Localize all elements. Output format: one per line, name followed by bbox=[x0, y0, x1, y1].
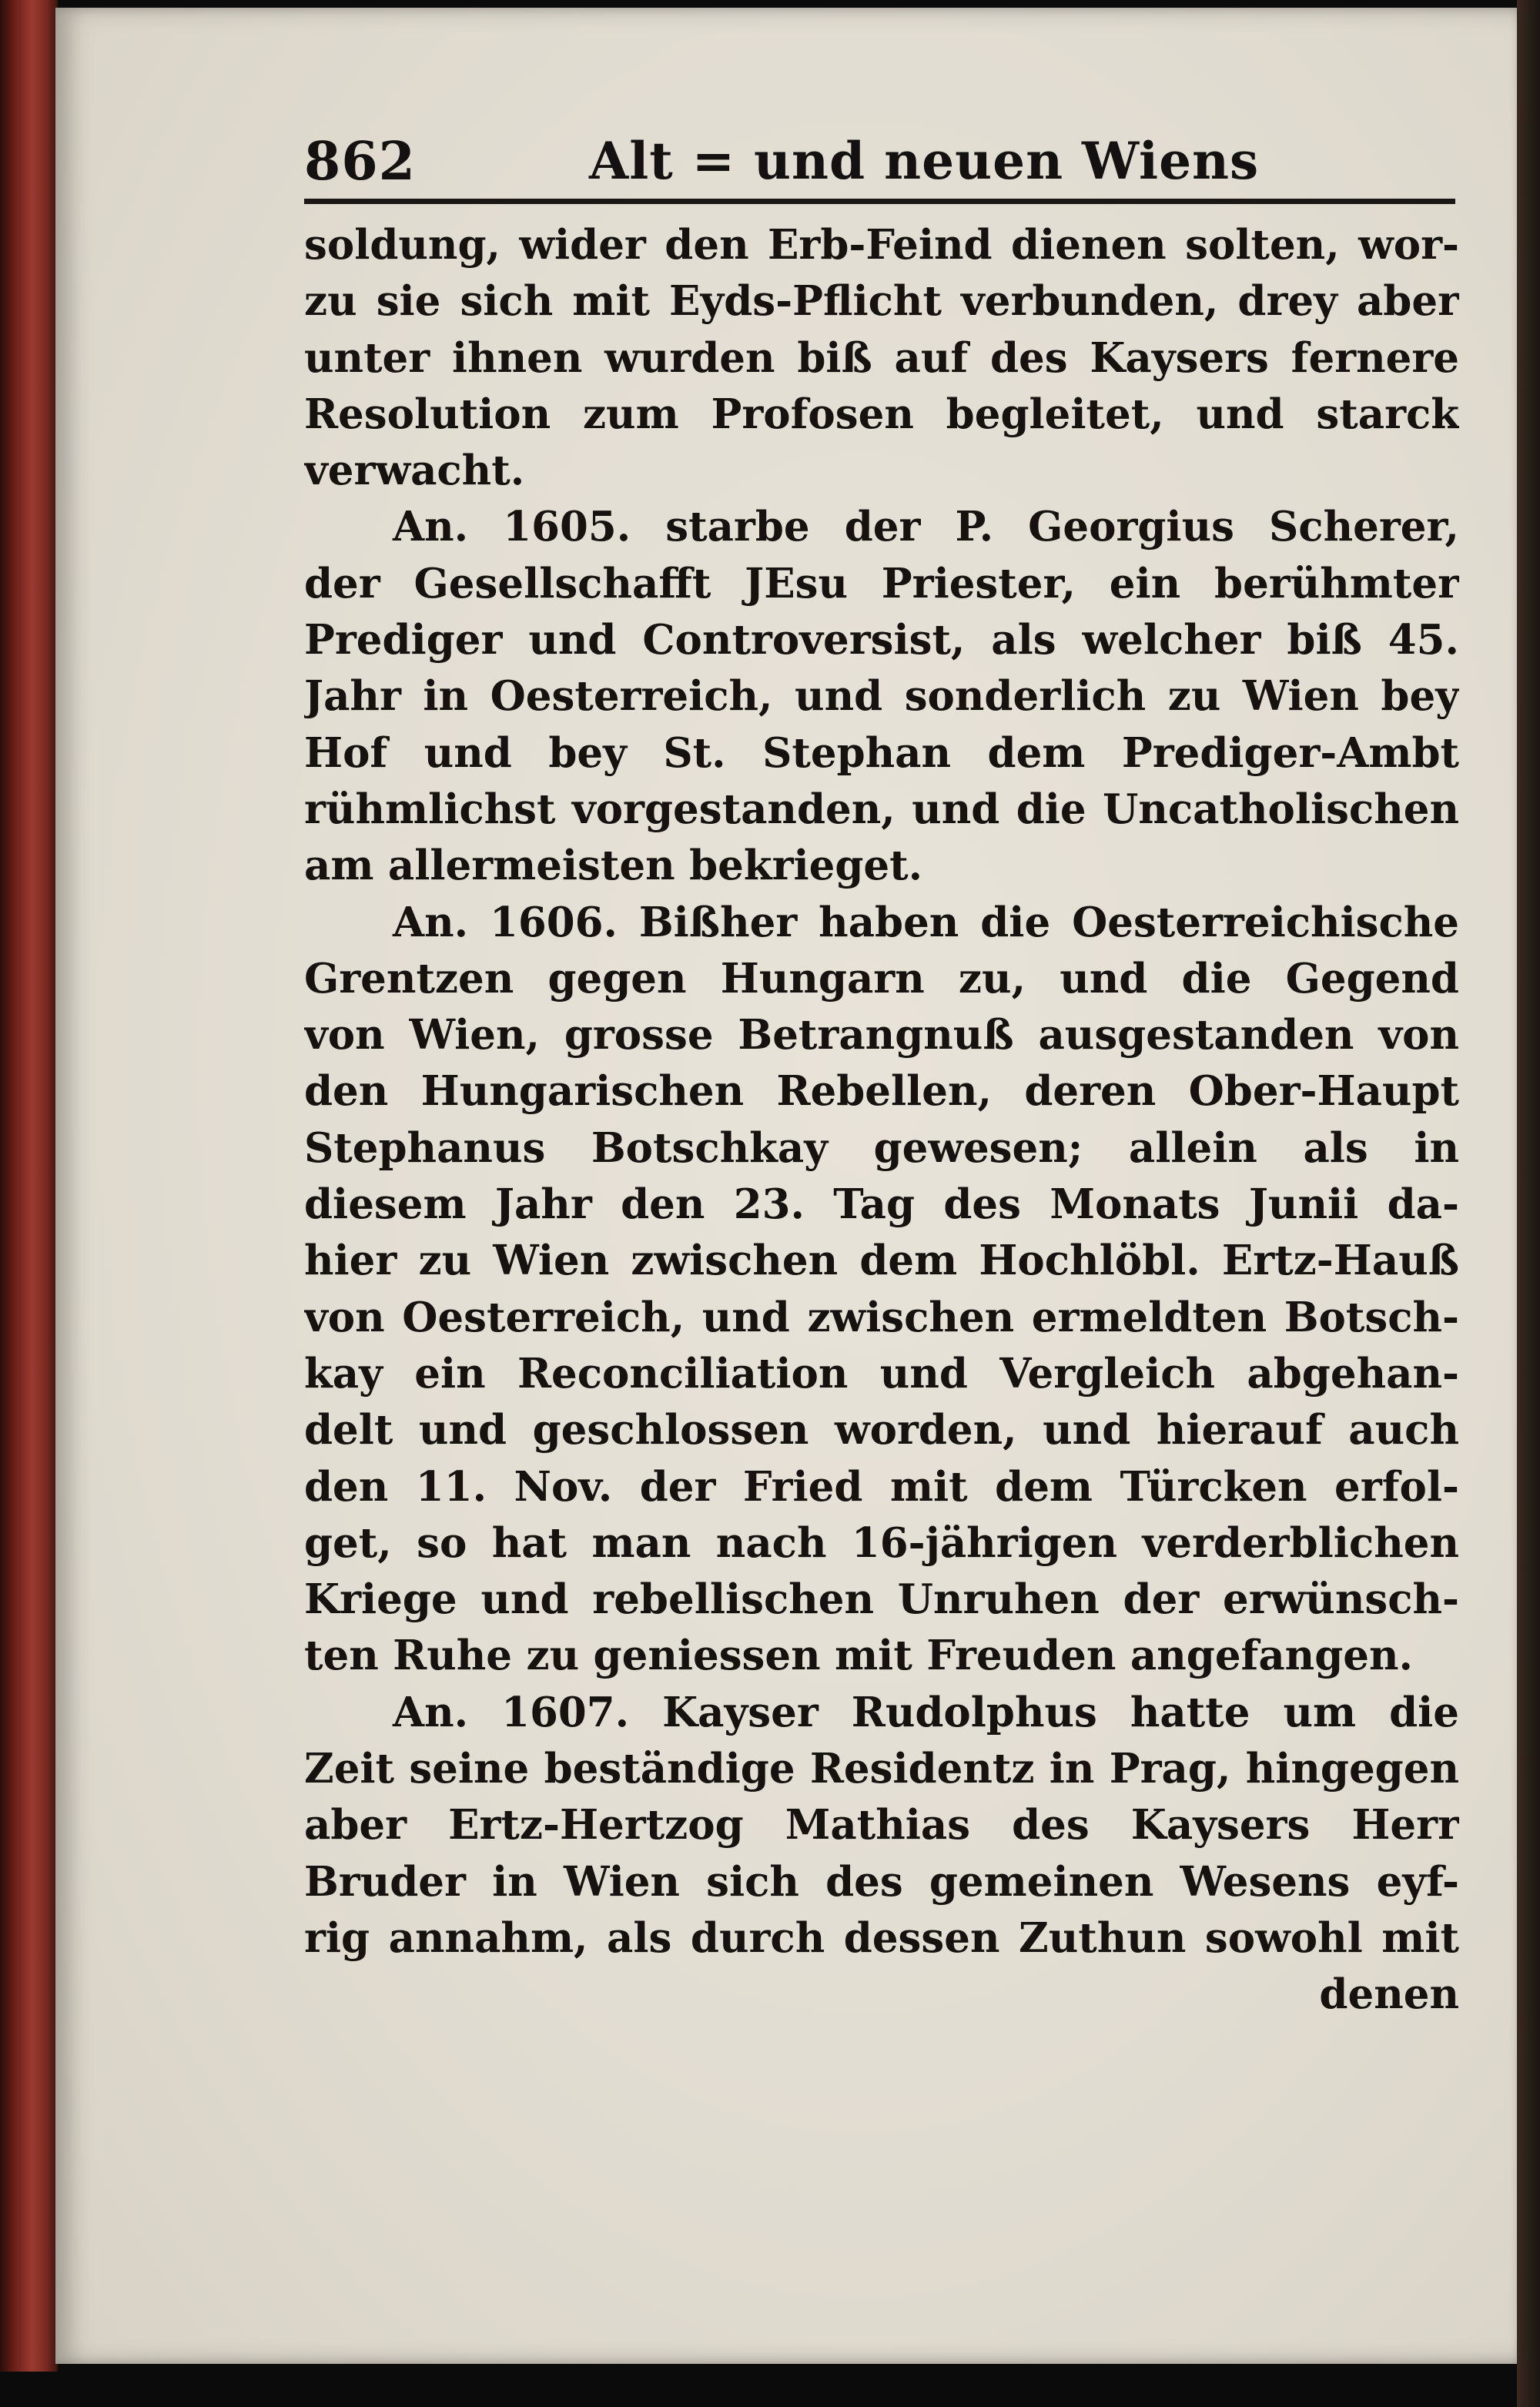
text-line: An. 1607. Kayser Rudolphus hatte um die bbox=[393, 1688, 1459, 1736]
text-line: An. 1605. starbe der P. Georgius Scherer, bbox=[393, 503, 1459, 551]
text-line: Bruder in Wien sich des gemeinen Wesens eyf- bbox=[304, 1857, 1459, 1906]
text-line: den Hungarischen Rebellen, deren Ober-Haupt bbox=[304, 1067, 1459, 1116]
text-line: unter ihnen wurden biß auf des Kaysers fernere bbox=[304, 333, 1459, 382]
book-page-edges bbox=[0, 0, 58, 2372]
text-line: Zeit seine beständige Residentz in Prag, hingegen bbox=[304, 1745, 1459, 1793]
text-line: verwacht. bbox=[304, 447, 525, 495]
text-line: Prediger und Controversist, als welcher biß 45. bbox=[304, 616, 1459, 665]
text-line: der Gesellschafft JEsu Priester, ein berühmter bbox=[304, 559, 1459, 608]
page-number: 862 bbox=[304, 131, 416, 192]
text-line: get, so hat man nach 16-jährigen verderblichen bbox=[304, 1518, 1459, 1567]
text-line: diesem Jahr den 23. Tag des Monats Junii da- bbox=[304, 1180, 1459, 1229]
text-line: den 11. Nov. der Fried mit dem Türcken erfol- bbox=[304, 1462, 1459, 1511]
text-line: zu sie sich mit Eyds-Pflicht verbunden, drey aber bbox=[304, 277, 1459, 326]
text-line: rig annahm, als durch dessen Zuthun sowohl mit bbox=[304, 1913, 1459, 1962]
text-line: am allermeisten bekrieget. bbox=[304, 842, 923, 890]
catchword: denen bbox=[1319, 1970, 1459, 2019]
text-line: ten Ruhe zu geniessen mit Freuden angefangen. bbox=[304, 1632, 1413, 1680]
text-line: soldung, wider den Erb-Feind dienen solten, wor- bbox=[304, 221, 1459, 269]
text-line: Resolution zum Profosen begleitet, und starck bbox=[304, 390, 1459, 438]
body-text bbox=[304, 217, 1459, 2024]
text-line: delt und geschlossen worden, und hierauf auch bbox=[304, 1406, 1459, 1455]
page-header bbox=[304, 123, 1459, 208]
text-line: Grentzen gegen Hungarn zu, und die Gegend bbox=[304, 954, 1459, 1003]
header-rule bbox=[304, 199, 1455, 204]
text-line: hier zu Wien zwischen dem Hochlöbl. Ertz-Hauß bbox=[304, 1237, 1459, 1285]
text-line: von Wien, grosse Betrangnuß ausgestanden von bbox=[304, 1011, 1459, 1060]
text-line: Kriege und rebellischen Unruhen der erwünsch- bbox=[304, 1575, 1459, 1624]
text-line: von Oesterreich, und zwischen ermeldten Botsch- bbox=[304, 1293, 1459, 1341]
book-spine bbox=[1517, 0, 1540, 2407]
text-line: kay ein Reconciliation und Vergleich abgehan- bbox=[304, 1349, 1459, 1398]
text-line: aber Ertz-Hertzog Mathias des Kaysers Herr bbox=[304, 1801, 1459, 1850]
text-line: An. 1606. Bißher haben die Oesterreichische bbox=[393, 898, 1459, 946]
text-line: Hof und bey St. Stephan dem Prediger-Ambt bbox=[304, 728, 1459, 777]
text-line: Stephanus Botschkay gewesen; allein als in bbox=[304, 1123, 1459, 1172]
text-line: rühmlichst vorgestanden, und die Uncatholischen bbox=[304, 785, 1459, 833]
running-title: Alt = und neuen Wiens bbox=[589, 131, 1260, 191]
text-line: Jahr in Oesterreich, und sonderlich zu Wien bey bbox=[304, 672, 1459, 721]
